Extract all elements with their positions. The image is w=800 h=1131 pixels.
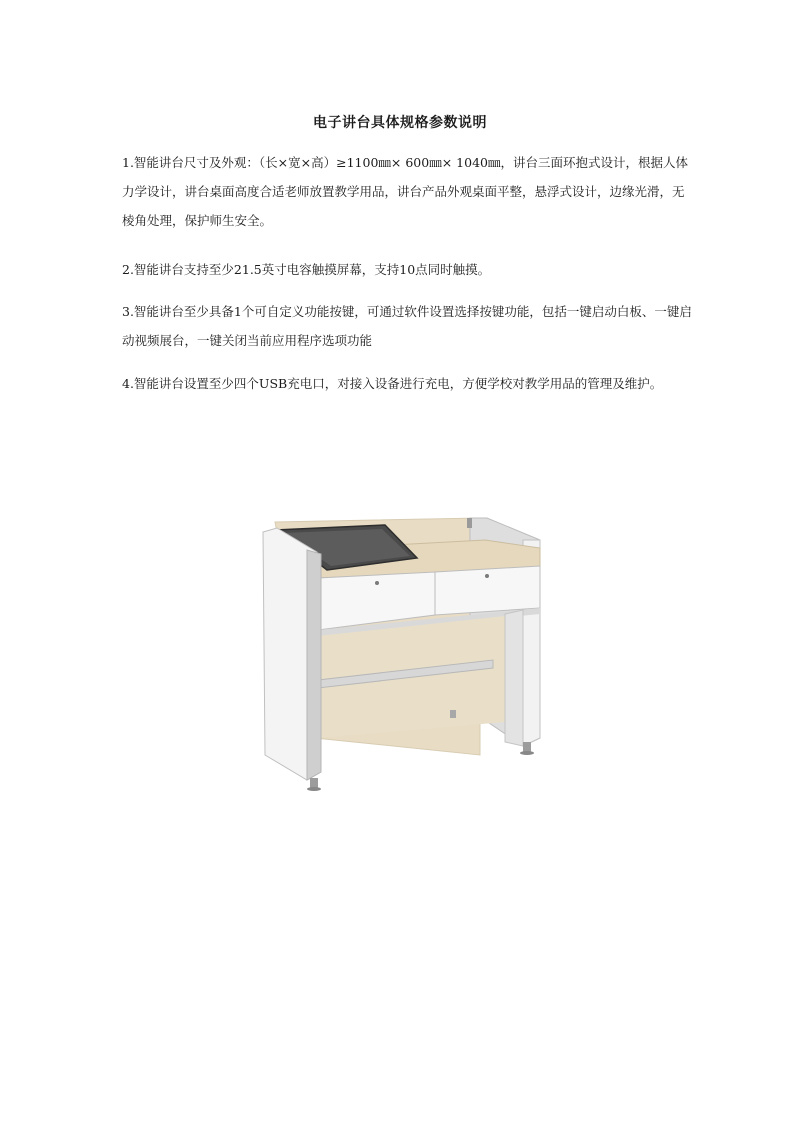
spec-item-1: 1.智能讲台尺寸及外观：（长×宽×高）≥1100㎜× 600㎜× 1040㎜，讲台三面环抱式设计，根据人体力学设计，讲台桌面高度合适老师放置教学用品，讲台产品外观桌面平整，悬浮式设计，边缘光滑，无棱角处理，保护师生安全。 [122,155,688,228]
page-title: 电子讲台具体规格参数说明 [313,115,487,131]
spec-item-4: 4.智能讲台设置至少四个USB充电口，对接入设备进行充电，方便学校对教学用品的管理及维护。 [122,376,663,391]
drawer-lock-icon [375,581,379,585]
spec-item-2: 2.智能讲台支持至少21.5英寸电容触摸屏幕，支持10点同时触摸。 [122,262,491,277]
podium-product-image [255,510,550,800]
podium-drawer-right [435,566,540,615]
podium-foot [523,742,531,752]
spec-item-3: 3.智能讲台至少具备1个可自定义功能按键，可通过软件设置选择按键功能，包括一键启动白板、一键启动视频展台，一键关闭当前应用程序选项功能 [122,304,692,348]
podium-foot [310,778,318,788]
podium-illustration [255,510,550,800]
podium-foot [450,710,456,718]
drawer-lock-icon [485,574,489,578]
